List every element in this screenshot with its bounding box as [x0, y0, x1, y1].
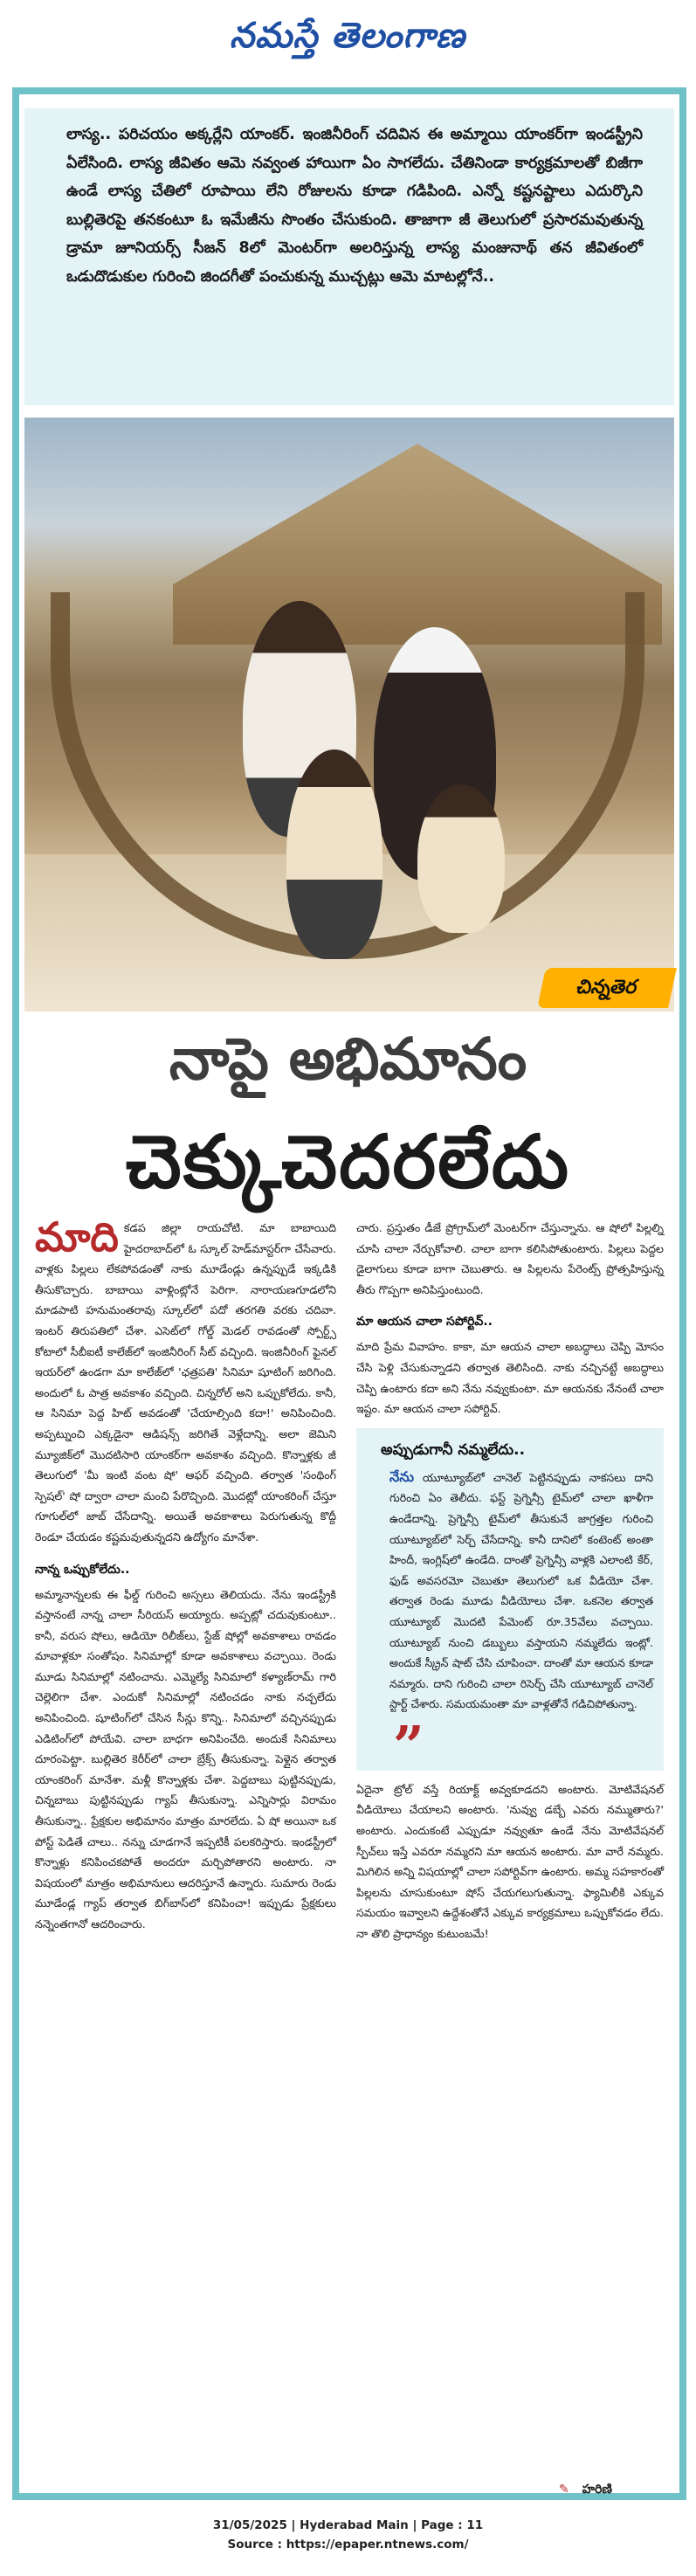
family-photo [24, 418, 674, 1012]
article-paragraph-2: అమ్మానాన్నలకు ఈ ఫీల్డ్ గురించి అస్సలు తెలియదు. నేను ఇండస్ట్రీకి వస్తానంటే నాన్న చాలా సీరియస్ అయ్యారు. అప్పట్లో చదువుకుంటూ.. కానీ, వరుస షోలు, ఆడియో రిలీజ్‌లు, స్టేజ్ షోల్లో అవకాశాలు రావడం మావాళ్లకూ సంతోషం. సినిమాల్లో కూడా అవకాశాలు వచ్చాయి. రెండు మూడు సినిమాల్లో నటించాను. ఎమ్మెల్యే సినిమాలో కళ్యాణ్‌రామ్ గారి చెల్లెలిగా చేశా. ఎందుకో సినిమాల్లో నటించడం నాకు నచ్చలేదు అనిపించింది. షూటింగ్‌లో చేసిన సీన్లు కొన్ని.. సినిమాలో వచ్చినప్పుడు ఎడిటింగ్‌లో పోయేవి. చాలా బాధగా అనిపించేది. అందుకే సినిమాలు దూరంపెట్టా. బుల్లితెర కెరీర్‌లో చాలా బ్రేక్స్ తీసుకున్నా. పెళ్లైన తర్వాత యాంకరింగ్ మానేశా. మళ్లీ కొన్నాళ్లకు చేశా. పెద్దబాబు పుట్టినప్పుడు, చిన్నబాబు పుట్టినప్పుడు గ్యాప్ తీసుకున్నా. ఎన్నిసార్లు విరామం తీసుకున్నా.. ప్రేక్షకుల అభిమానం మాత్రం మారలేదు. ఏ షో అయినా ఒక పోస్ట్ పెడితే చాలు.. నన్ను చూడగానే ఇప్పటికీ పలకరిస్తారు. ఇండస్ట్రీలో కొన్నాళ్లు కనిపించకపోతే అందరూ మర్చిపోతారని అంటారు. నా విషయంలో మాత్రం అభిమానులు ఆదరిస్తూనే ఉన్నారు. సుమారు రెండు మూడేండ్ల గ్యాప్ తర్వాత బిగ్‌బాస్‌లో కనిపించా! ఇప్పుడు ప్రేక్షకులు నన్నెంతగానో ఆదరించారు. [35, 1587, 336, 1930]
photo-person-son [286, 749, 382, 959]
article-paragraph-5: ఏదైనా ట్రోల్ వస్తే రియాక్ట్ అవ్వకూడదని అంటారు. మోటివేషనల్ వీడియోలు చేయాలని అంటారు. 'నువ్వు డబ్బే ఎవరు నమ్ముతారు?' అంటారు. ఎందుకంటే ఎప్పుడూ నవ్వుతూ ఉండే నేను మోటివేషనల్ స్పీచ్‌లు ఇస్తే ఎవరూ నమ్మరని మా ఆయన అంటారు. మా వారే నమ్మరు. మిగిలిన అన్ని విషయాల్లో చాలా సపోర్టివ్‌గా ఉంటారు. అమ్మ సహకారంతో పిల్లలను చూసుకుంటూ షోస్ చేయగలుగుతున్నా. ఫ్యామిలీకి ఎక్కువ సమయం ఇవ్వాలని ఉద్దేశంతోనే ఎక్కువ కార్యక్రమాలు ఒప్పుకోవడం లేదు. నా తొలి ప్రాధాన్యం కుటుంబమే! [356, 1782, 664, 1941]
sidebar-box [356, 1428, 664, 1778]
footer-source: Source : https://epaper.ntnews.com/ [227, 2538, 469, 2552]
pen-icon: ✎ [559, 2483, 569, 2497]
sidebar-box-heading: అప్పుడుగానీ నమ్మలేదు.. [381, 1440, 526, 1459]
headline-line2: చెక్కుచెదరలేదు [125, 1119, 571, 1205]
byline [559, 2483, 612, 2499]
masthead [0, 0, 696, 86]
intro-box [24, 108, 674, 405]
subhead-father: నాన్న ఒప్పుకోలేదు.. [35, 1562, 130, 1577]
article-column-right [356, 1218, 664, 1944]
page-footer [0, 2516, 696, 2554]
byline-name: హరిణి [582, 2483, 612, 2497]
article-paragraph-4: మాది ప్రేమ వివాహం. కాకా, మా ఆయన చాలా అబద్ధాలు చెప్పి మోసం చేసి పెళ్లి చేసుకున్నాడని తర్వాత తెలిసింది. నాకు నచ్చినట్టే అబద్ధాలు చెప్పి ఉంటారు కదా అని నేను నవ్వుకుంటా. మా ఆయనకు నేనంటే చాలా ఇష్టం. మా ఆయన చాలా సపోర్టివ్. [356, 1340, 664, 1416]
newspaper-logo: నమస్తే తెలంగాణ [229, 16, 466, 56]
photo-person-baby [417, 784, 505, 933]
article-paragraph-3: చారు. ప్రస్తుతం డీజే ప్రోగ్రామ్‌లో మెంటర్‌గా చేస్తున్నాను. ఆ షోలో పిల్లల్ని చూసి చాలా నేర్చుకోవాలి. చాలా బాగా కలిసిపోతుంటారు. పిల్లలు పెద్దల డైలాగులు కూడా బాగా చెబుతారు. ఆ పిల్లలను పేరెంట్స్ ప్రోత్సహిస్తున్న తీరు గొప్పగా అనిపిస్తుంటుంది. [356, 1221, 664, 1296]
sidebar-box-body: యూట్యూబ్‌లో చానెల్ పెట్టినప్పుడు నాకసలు దాని గురించి ఏం తెలీదు. ఫస్ట్ ప్రెగ్నెన్సీ టైమ్‌లో చాలా ఖాళీగా ఉండేదాన్ని. ప్రెగ్నెన్సీ టైమ్‌లో తీసుకునే జాగ్రత్తల గురించి యూట్యూబ్‌లో సెర్చ్ చేసేదాన్ని. కానీ దానిలో కంటెంట్ అంతా హిందీ, ఇంగ్లిష్‌లో ఉండేది. దాంతో ప్రెగ్నెన్సీ వాళ్లకి ఎలాంటి కేర్, ఫుడ్ అవసరమో చెబుతూ తెలుగులో ఒక వీడియో చేశా. తర్వాత రెండు మూడు వీడియోలు చేశా. ఒకనెల తర్వాత యూట్యూబ్ మొదటి పేమెంట్ రూ.35వేలు వచ్చాయి. యూట్యూబ్ నుంచి డబ్బులు వస్తాయని నమ్మలేదు ఇంట్లో. అందుకే స్క్రీన్ షాట్ చేసి చూపించా. దాంతో మా ఆయన కూడా నమ్మారు. దాని గురించి చాలా రిసెర్చ్ చేసి యూట్యూబ్ చానెల్ స్టార్ట్ చేశారు. సమయమంతా మా వాళ్లతోనే గడిచిపోతున్నా. [389, 1470, 653, 1711]
dropcap: మాది [35, 1213, 119, 1260]
quote-mark-icon: ” [393, 1713, 424, 1778]
article-paragraph-1: కడప జిల్లా రాయచోటి. మా బాబాయిది హైదరాబాద్‌లో ఓ స్కూల్ హెడ్‌మాస్టర్‌గా చేసేవారు. వాళ్లకు పిల్లలు లేకపోవడంతో నాకు మూడేండ్లు ఉన్నప్పుడే ఇక్కడికి తీసుకొచ్చారు. బాబాయి వాళ్లింట్లోనే పెరిగా. నారాయణగూడలోని మాడపాటి హనుమంతరావు స్కూల్‌లో పదో తరగతి వరకు చదివా. ఇంటర్ తిరుపతిలో చేశా. ఎసెట్‌లో గోల్డ్ మెడల్ రావడంతో స్పోర్ట్స్ కోటాలో సీబీఐటీ కాలేజ్‌లో ఇంజినీరింగ్ సీట్ వచ్చింది. ఇంజినీరింగ్ ఫైనల్ ఇయర్‌లో ఉండగా మా కాలేజ్‌లో 'ఛత్రపతి' సినిమా షూటింగ్ జరిగింది. అందులో ఓ పాత్ర అవకాశం వచ్చింది. చిన్నరోల్ అని ఒప్పుకోలేదు. కానీ, ఆ సినిమా పెద్ద హిట్ అవడంతో 'చేయాల్సింది కదా!' అనిపించింది. అప్పట్నుంచి ఎక్కడైనా ఆడిషన్స్ జరిగితే వెళ్లేదాన్ని. అలా జెమిని మ్యూజిక్‌లో మొదటిసారి యాంకర్‌గా అవకాశం వచ్చింది. కొన్నాళ్లకు జీ తెలుగులో 'మీ ఇంటి వంట షో' ఆఫర్ వచ్చింది. తర్వాత 'సంథింగ్ స్పెషల్' షో ద్వారా చాలా మంచి పేరొచ్చింది. మొదట్లో యాంకరింగ్ చేస్తూ గూగుల్‌లో జాబ్ చేసేదాన్ని. అయితే అవకాశాలు పెరుగుతున్న కొద్దీ రెండూ చేయడం కష్టమవుతున్నదని ఉద్యోగం మానేశా. [35, 1221, 336, 1544]
footer-date-page: 31/05/2025 | Hyderabad Main | Page : 11 [212, 2518, 484, 2532]
article-column-left [35, 1213, 336, 1935]
section-tag: చిన్నతెర [537, 968, 677, 1008]
subhead-husband: మా ఆయన చాలా సపోర్టివ్.. [356, 1315, 493, 1329]
sidebar-box-text [389, 1467, 653, 1715]
headline-line1: నాపై అభిమానం [169, 1026, 527, 1093]
sidebar-dropcap: నేను [389, 1468, 415, 1485]
intro-text: లాస్య.. పరిచయం అక్కర్లేని యాంకర్. ఇంజినీరింగ్ చదివిన ఈ అమ్మాయి యాంకర్‌గా ఇండస్ట్రీని ఏలేసింది. లాస్య జీవితం ఆమె నవ్వంత హాయిగా ఏం సాగలేదు. చేతినిండా కార్యక్రమాలతో బిజీగా ఉండే లాస్య చేతిలో రూపాయి లేని రోజులను కూడా గడిపింది. ఎన్నో కష్టనష్టాలు ఎదుర్కొని బుల్లితెరపై తనకంటూ ఓ ఇమేజీను సొంతం చేసుకుంది. తాజాగా జీ తెలుగులో ప్రసారమవుతున్న డ్రామా జూనియర్స్ సీజన్ 8లో మెంటర్‌గా అలరిస్తున్న లాస్య మంజునాథ్ తన జీవితంలో ఒడుదొడుకుల గురించి జిందగీతో పంచుకున్న ముచ్చట్లు ఆమె మాటల్లోనే.. [66, 126, 643, 286]
